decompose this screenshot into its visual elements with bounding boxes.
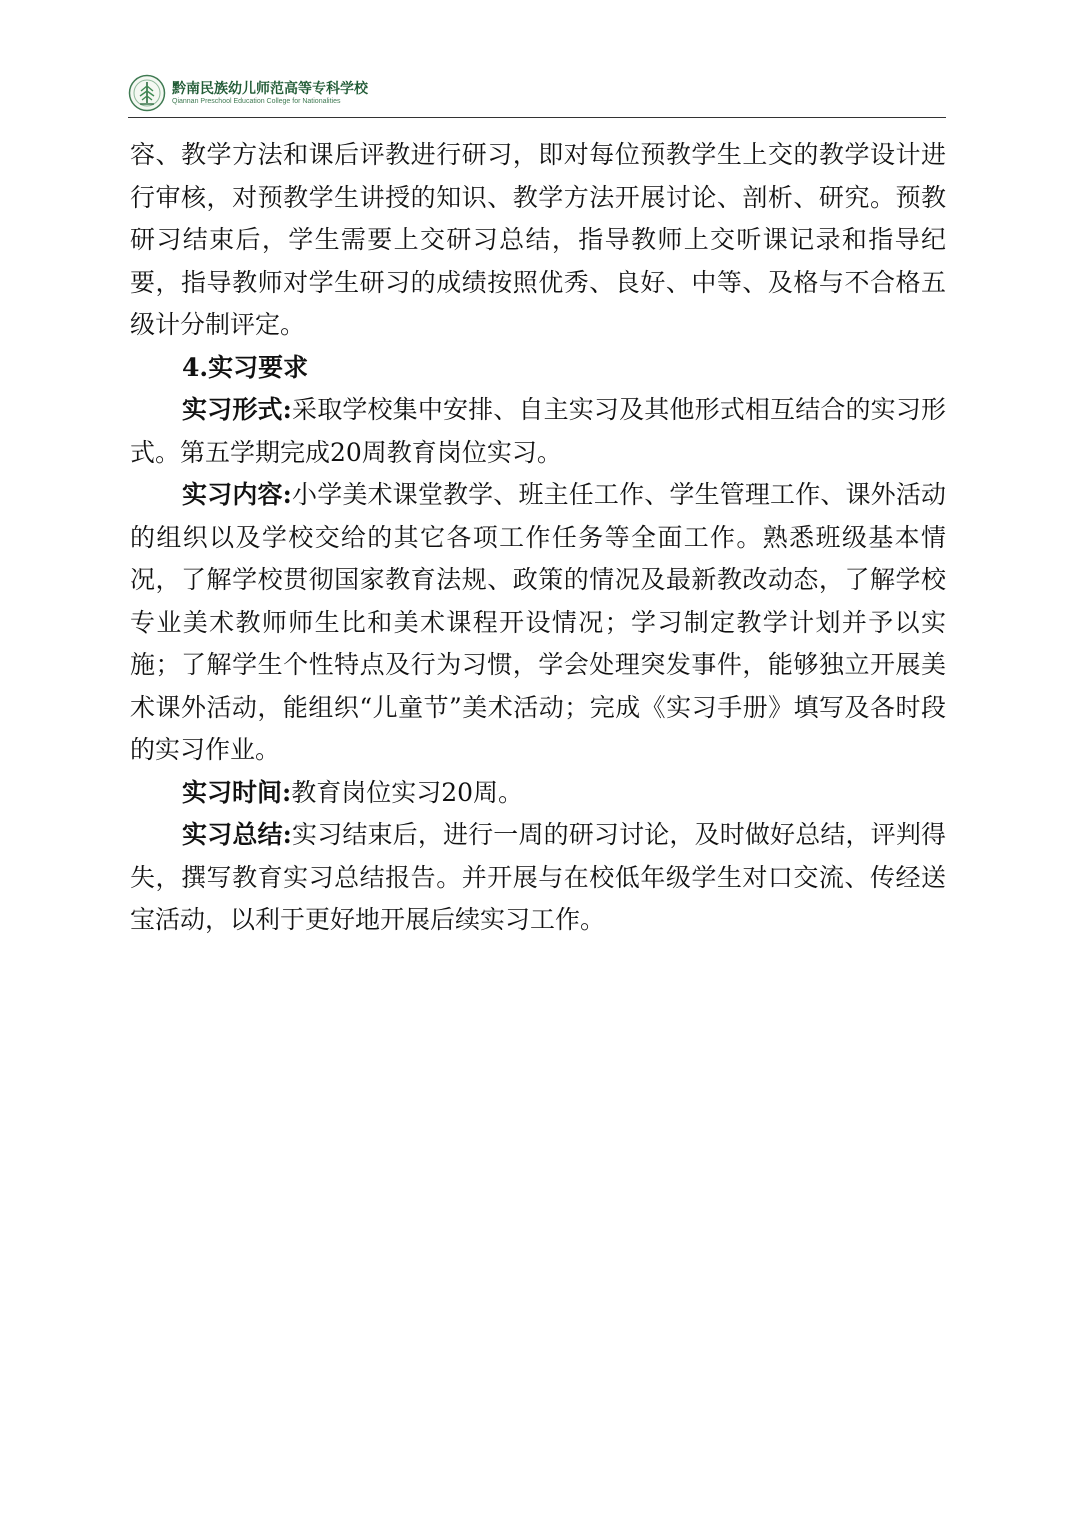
item-paragraph (130, 814, 946, 942)
item-paragraph (130, 389, 946, 474)
header-divider (128, 117, 946, 118)
school-name-english: Qiannan Preschool Education College for Nationalities (172, 98, 341, 105)
item-label: 实习时间: (182, 777, 292, 807)
school-emblem-icon (128, 74, 166, 112)
school-name: 黔南民族幼儿师范高等专科学校 (172, 81, 368, 97)
item-paragraph (130, 772, 946, 815)
document-body (130, 134, 946, 942)
item-text: 教育岗位实习20周。 (291, 777, 524, 807)
page-header (128, 72, 946, 116)
item-label: 实习形式: (182, 395, 292, 424)
item-text: 采取学校集中安排、自主实习及其他形式相互结合的实习形式。第五学期完成20周教育岗位实习。 (130, 395, 946, 467)
item-text: 小学美术课堂教学、班主任工作、学生管理工作、课外活动的组织以及学校交给的其它各项工作任务等全面工作。熟悉班级基本情况，了解学校贯彻国家教育法规、政策的情况及最新教改动态，了解学校专业美术教师师生比和美术课程开设情况；学习制定教学计划并予以实施；了解学生个性特点及行为习惯，学会处理突发事件，能够独立开展美术课外活动，能组织“儿童节”美术活动；完成《实习手册》填写及各时段的实习作业。 (130, 480, 946, 764)
continued-paragraph: 容、教学方法和课后评教进行研习，即对每位预教学生上交的教学设计进行审核，对预教学生讲授的知识、教学方法开展讨论、剖析、研究。预教研习结束后，学生需要上交研习总结，指导教师上交听课记录和指导纪要，指导教师对学生研习的成绩按照优秀、良好、中等、及格与不合格五级计分制评定。 (130, 140, 946, 339)
item-label: 实习总结: (182, 820, 292, 849)
item-label: 实习内容: (182, 480, 292, 509)
item-text: 实习结束后，进行一周的研习讨论，及时做好总结，评判得失，撰写教育实习总结报告。并开展与在校低年级学生对口交流、传经送宝活动，以利于更好地开展后续实习工作。 (130, 820, 946, 934)
item-paragraph (130, 474, 946, 772)
section-heading: 4.实习要求 (182, 352, 309, 382)
